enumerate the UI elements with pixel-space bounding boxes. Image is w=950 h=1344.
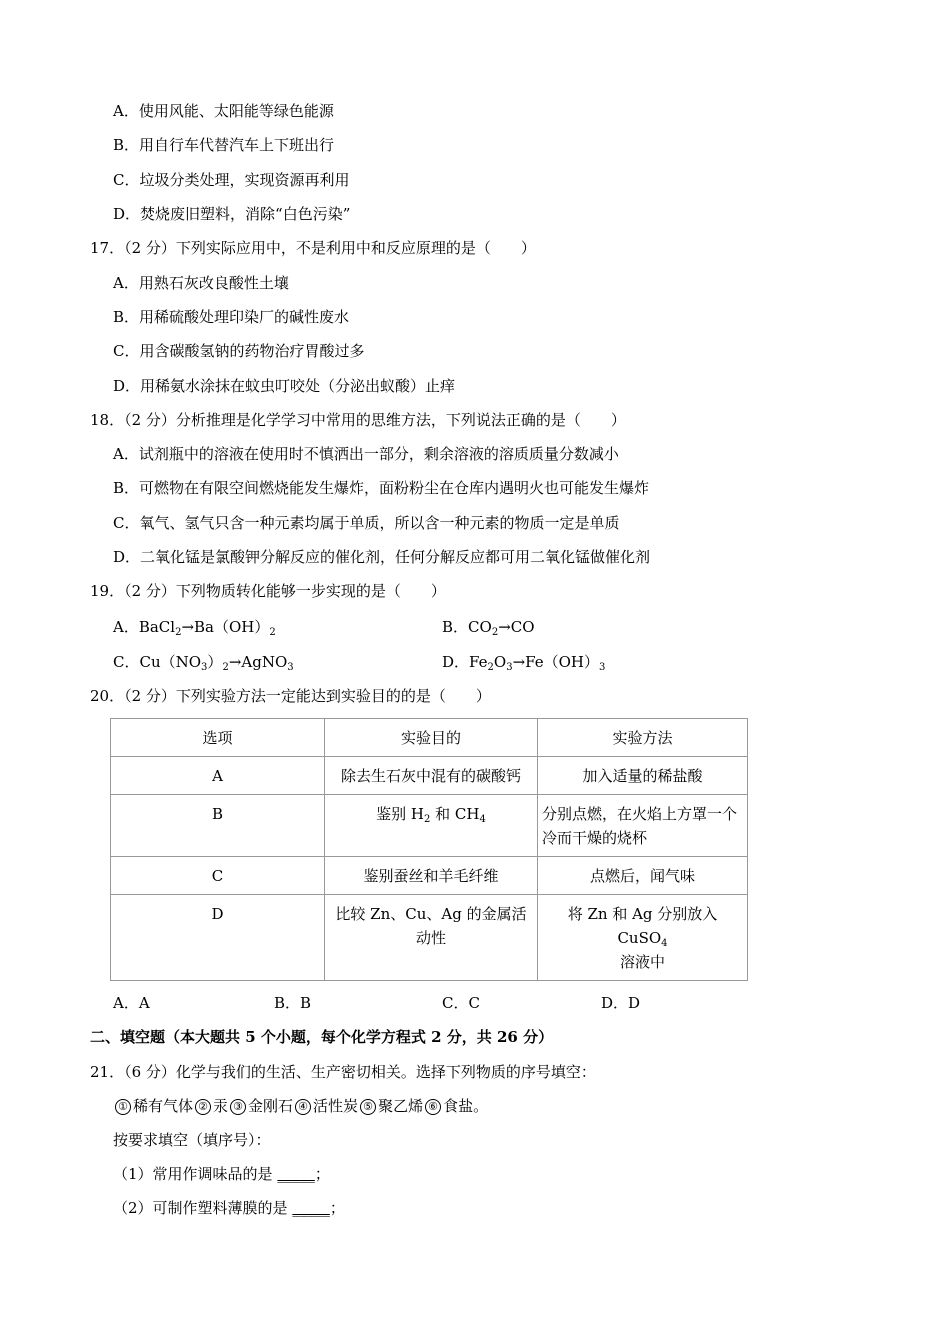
q21-sub1: （1）常用作调味品的是 _____；	[113, 1165, 330, 1183]
num-3: ③	[230, 1099, 246, 1115]
table-row	[111, 857, 748, 895]
header-option: 选项	[111, 719, 325, 757]
row-purpose: 鉴别蚕丝和羊毛纤维	[325, 857, 538, 895]
q21-instruction: 按要求填空（填序号）：	[113, 1131, 271, 1149]
q17-option-b: B．用稀硫酸处理印染厂的碱性废水	[113, 308, 350, 326]
q20-stem: 20．（2 分）下列实验方法一定能达到实验目的的是（ ）	[90, 687, 491, 705]
answer-blank[interactable]: _____	[292, 1199, 330, 1217]
num-4: ④	[295, 1099, 311, 1115]
q19-option-c: C．$Cu(NO_3)_2\to AgNO_3$	[113, 653, 294, 673]
table-row	[111, 795, 748, 857]
q20-answer-a: A．A	[113, 994, 150, 1012]
q18-option-d: D．二氧化锰是氯酸钾分解反应的催化剂，任何分解反应都可用二氧化锰做催化剂	[113, 548, 651, 566]
row-method: 加入适量的稀盐酸	[538, 757, 748, 795]
row-method: 分别点燃，在火焰上方罩一个冷而干燥的烧杯	[538, 795, 748, 857]
q20-answer-c: C．C	[442, 994, 480, 1012]
answer-blank[interactable]: _____	[277, 1165, 315, 1183]
row-method: 点燃后，闻气味	[538, 857, 748, 895]
q17-stem: 17．（2 分）下列实际应用中，不是利用中和反应原理的是（ ）	[90, 239, 536, 257]
q16-option-d: D．焚烧废旧塑料，消除“白色污染”	[113, 205, 351, 223]
section-title: 二、填空题（本大题共 5 个小题，每个化学方程式 2 分，共 26 分）	[90, 1028, 554, 1046]
q21-sub2: （2）可制作塑料薄膜的是 _____；	[113, 1199, 345, 1217]
q19-stem: 19．（2 分）下列物质转化能够一步实现的是（ ）	[90, 582, 446, 600]
q17-option-d: D．用稀氨水涂抹在蚊虫叮咬处（分泌出蚁酸）止痒	[113, 377, 456, 395]
q16-option-c: C．垃圾分类处理，实现资源再利用	[113, 171, 350, 189]
q16-option-b: B．用自行车代替汽车上下班出行	[113, 136, 335, 154]
q18-option-a: A．试剂瓶中的溶液在使用时不慎洒出一部分，剩余溶液的溶质质量分数减小	[113, 445, 619, 463]
q17-option-c: C．用含碳酸氢钠的药物治疗胃酸过多	[113, 342, 365, 360]
q19-option-b: B．$CO_2\to CO$	[442, 618, 535, 638]
q18-stem: 18．（2 分）分析推理是化学学习中常用的思维方法，下列说法正确的是（ ）	[90, 411, 626, 429]
q18-option-c: C．氧气、氢气只含一种元素均属于单质，所以含一种元素的物质一定是单质	[113, 514, 620, 532]
q16-option-a: A．使用风能、太阳能等绿色能源	[113, 102, 334, 120]
q21-stem: 21．（6 分）化学与我们的生活、生产密切相关。选择下列物质的序号填空：	[90, 1063, 596, 1081]
table-row	[111, 895, 748, 981]
q19-option-d: D．$Fe_2O_3\to Fe(OH)_3$	[442, 653, 606, 673]
q18-option-b: B．可燃物在有限空间燃烧能发生爆炸，面粉粉尘在仓库内遇明火也可能发生爆炸	[113, 479, 650, 497]
q20-answer-d: D．D	[601, 994, 641, 1012]
experiment-table	[110, 718, 748, 981]
num-5: ⑤	[360, 1099, 376, 1115]
q17-option-a: A．用熟石灰改良酸性土壤	[113, 274, 289, 292]
row-option: D	[111, 895, 325, 981]
row-option: C	[111, 857, 325, 895]
row-purpose: 比较 Zn、Cu、Ag 的金属活动性	[325, 895, 538, 981]
q19-option-a: A．$BaCl_2\to Ba(OH)_2$	[113, 618, 276, 638]
q21-items: ① 稀有气体 ② 汞 ③ 金刚石 ④ 活性炭 ⑤ 聚乙烯 ⑥ 食盐。	[113, 1096, 488, 1116]
row-option: A	[111, 757, 325, 795]
table-row	[111, 757, 748, 795]
num-1: ①	[115, 1099, 131, 1115]
header-purpose: 实验目的	[325, 719, 538, 757]
q20-answer-b: B．B	[274, 994, 312, 1012]
row-purpose: 除去生石灰中混有的碳酸钙	[325, 757, 538, 795]
num-6: ⑥	[425, 1099, 441, 1115]
table-header-row	[111, 719, 748, 757]
num-2: ②	[195, 1099, 211, 1115]
header-method: 实验方法	[538, 719, 748, 757]
row-option: B	[111, 795, 325, 857]
row-purpose: 鉴别 $H_2$ 和 $CH_4$	[325, 795, 538, 857]
row-method: 将 Zn 和 Ag 分别放入 CuSO$_4$ 溶液中	[538, 895, 748, 981]
